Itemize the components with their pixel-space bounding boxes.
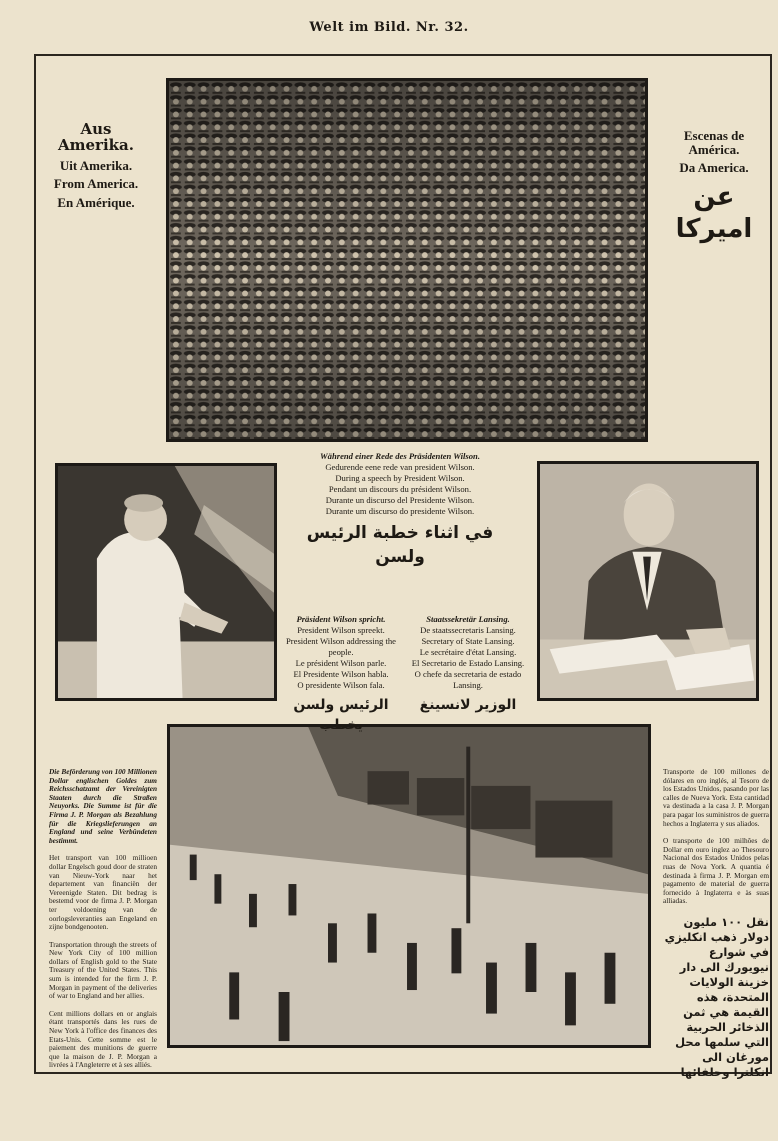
- right-text-column: [663, 768, 769, 1089]
- caption-speech-line-pt: Durante um discurso do presidente Wilson.: [325, 506, 475, 516]
- title-es: Escenas de América.: [683, 128, 745, 157]
- caption-wilson-line-fr: Le président Wilson parle.: [295, 658, 387, 668]
- title-de: Aus Amerika.: [58, 120, 134, 154]
- right-paragraph-ar: نقل ١٠٠ مليون دولار ذهب انكليزي في شوارع نيويورك الى دار خزينة الولايات المتحدة، هذه القيمة هي ثمن الذخائر الحربية التي سلمها محل مورغان الى انكلترا وحلفائها: [664, 914, 769, 1079]
- caption-wilson-line-nl: President Wilson spreekt.: [297, 625, 385, 635]
- lansing-photo: [537, 461, 759, 701]
- caption-wilson-line-de: Präsident Wilson spricht.: [296, 614, 386, 624]
- caption-wilson-line-es: El Presidente Wilson habla.: [293, 669, 389, 679]
- caption-lansing-line-pt: O chefe da secretaria de estado Lansing.: [414, 669, 522, 690]
- left-paragraph-nl: Het transport van 100 millioen dollar Engelsch goud door de straten van Nieuw-York naar het departement van financiën der Vereenigde Staten. Dit bedrag is bestemd voor de firma J. P. Morgan ter voldoening van de oorlogsleveranties aan Engeland en zijne bondgenooten.: [49, 853, 157, 932]
- caption-lansing: [404, 614, 532, 715]
- running-title: Welt im Bild. Nr. 32.: [309, 20, 469, 35]
- caption-speech-line-nl: Gedurende eene rede van president Wilson.: [325, 462, 475, 472]
- caption-lansing-line-en: Secretary of State Lansing.: [421, 636, 515, 646]
- left-text-column: [49, 768, 157, 1079]
- wilson-photo: [55, 463, 277, 701]
- left-paragraph-de: Die Beförderung von 100 Millionen Dollar englischen Goldes zum Reichsschatzamt der Vereinigten Staaten durch die Straßen Neuyorks. Die Summe ist für die Firma J. P. Morgan als Bezahlung für die Kriegslieferungen an England und seine Verbündeten bestimmt.: [49, 767, 157, 845]
- right-paragraph-pt: O transporte de 100 milhões de Dollar em ouro inglez ao Thesouro Nacional dos Estados Unidos pelas ruas de Nova York. A quantia é destinada à firma J. P. Morgan em pagamento de material de guerra fornecido à Inglaterra e às suas alliadas.: [663, 836, 769, 906]
- caption-wilson-line-en: President Wilson addressing the people.: [285, 636, 396, 657]
- caption-lansing-line-nl: De staatssecretaris Lansing.: [420, 625, 516, 635]
- title-nl: Uit Amerika.: [59, 157, 133, 173]
- title-en: From America.: [53, 176, 139, 192]
- left-paragraph-en: Transportation through the streets of New York City of 100 million dollars of English gold to the State Treasury of the United States. This sum is intended for the firm J. P. Morgan in payment of the deliveries of war to England and her allies.: [49, 939, 157, 1001]
- caption-wilson: [280, 614, 402, 735]
- left-paragraph-fr: Cent millions dollars en or anglais étant transportés dans les rues de New York à l'office des finances des Etats-Unis. Cette somme est le paiement des munitions de guerre que la maison de J. P. Morgan a livrées à l'Angleterre et à ses alliés.: [49, 1008, 157, 1070]
- caption-speech-ar: في اثناء خطبة الرئيس ولسن: [306, 523, 494, 567]
- left-title-block: [52, 122, 140, 209]
- gold-transport-photo: [167, 724, 651, 1048]
- caption-speech: [300, 451, 500, 569]
- caption-speech-line-de: Während einer Rede des Präsidenten Wilson.: [320, 451, 480, 461]
- title-ar: عن امیركا: [675, 181, 753, 244]
- title-fr: En Amérique.: [57, 194, 135, 210]
- title-pt: Da America.: [679, 160, 749, 176]
- crowd-photo: [166, 78, 648, 442]
- caption-lansing-line-fr: Le secrétaire d'état Lansing.: [419, 647, 517, 657]
- right-title-block: [662, 124, 766, 245]
- caption-speech-line-es: Durante un discurso del Presidente Wilson.: [325, 495, 475, 505]
- caption-lansing-ar: الوزير لانسينغ: [419, 697, 517, 713]
- caption-speech-line-fr: Pendant un discours du président Wilson.: [328, 484, 472, 494]
- caption-lansing-line-de: Staatssekretär Lansing.: [426, 614, 510, 624]
- caption-wilson-ar: الرئيس ولسن يخطب: [293, 697, 389, 733]
- caption-lansing-line-es: El Secretario de Estado Lansing.: [411, 658, 525, 668]
- right-paragraph-es: Transporte de 100 millones de dólares en oro inglés, al Tesoro de los Estados Unidos, pasando por las calles de Nueva York. Esta cantidad va destinada a la casa J. P. Morgan para pagar los suministros de guerra hechos a Inglaterra y sus aliados.: [663, 767, 769, 828]
- caption-wilson-line-pt: O presidente Wilson fala.: [297, 680, 385, 690]
- caption-speech-line-en: During a speech by President Wilson.: [335, 473, 465, 483]
